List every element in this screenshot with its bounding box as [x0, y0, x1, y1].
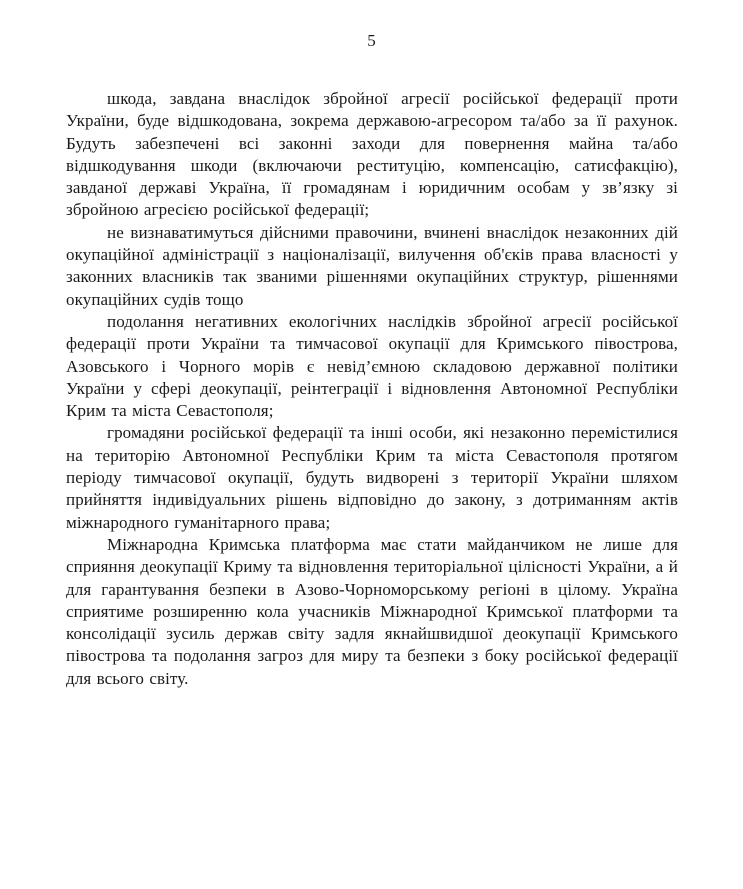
paragraph-crimea-platform: Міжнародна Кримська платформа має стати майданчиком не лише для сприяння деокупації Криму та відновлення територіальної цілісності України, а й для гарантування безпеки в Азово-Чорноморському регіоні в цілому. Україна сприятиме розширенню кола учасників Міжнародної Кримської платформи та консолідації зусиль держав світу задля якнайшвидшої деокупації Кримського півострова та подолання загроз для миру та безпеки з боку російської федерації для всього світу. [66, 534, 678, 688]
paragraph-expulsion-of-citizens: громадяни російської федерації та інші особи, які незаконно перемістилися на територію Автономної Республіки Крим та міста Севастополя протягом періоду тимчасової окупації, будуть видворені з території України шляхом прийняття індивідуальних рішень відповідно до закону, з дотриманням актів міжнародного гуманітарного права; [66, 423, 678, 532]
paragraph-invalid-transactions: не визнаватимуться дійсними правочини, вчинені внаслідок незаконних дій окупаційної адміністрації з націоналізації, вилучення об'єків права власності у законних власників так званими рішеннями окупаційних структур, рішеннями окупаційних судів тощо [66, 222, 678, 309]
paragraph-damage-compensation: шкода, завдана внаслідок збройної агресії російської федерації проти України, буде відшкодована, зокрема державою-агресором та/або за її рахунок. Будуть забезпечені всі законні заходи для повернення майна та/або відшкодування шкоди (включаючи реституцію, компенсацію, сатисфакцію), завданої державі Україна, її громадянам і юридичним особам у зв’язку зі збройною агресією російської федерації; [66, 89, 678, 220]
document-body [66, 88, 678, 690]
page-number: 5 [367, 31, 376, 50]
paragraph-ecological-consequences: подолання негативних екологічних наслідків збройної агресії російської федерації проти України та тимчасової окупації для Кримського півострова, Азовського і Чорного морів є невід’ємною складовою державної політики України у сфері деокупації, реінтеграції і відновлення Автономної Республіки Крим та міста Севастополя; [66, 311, 678, 421]
